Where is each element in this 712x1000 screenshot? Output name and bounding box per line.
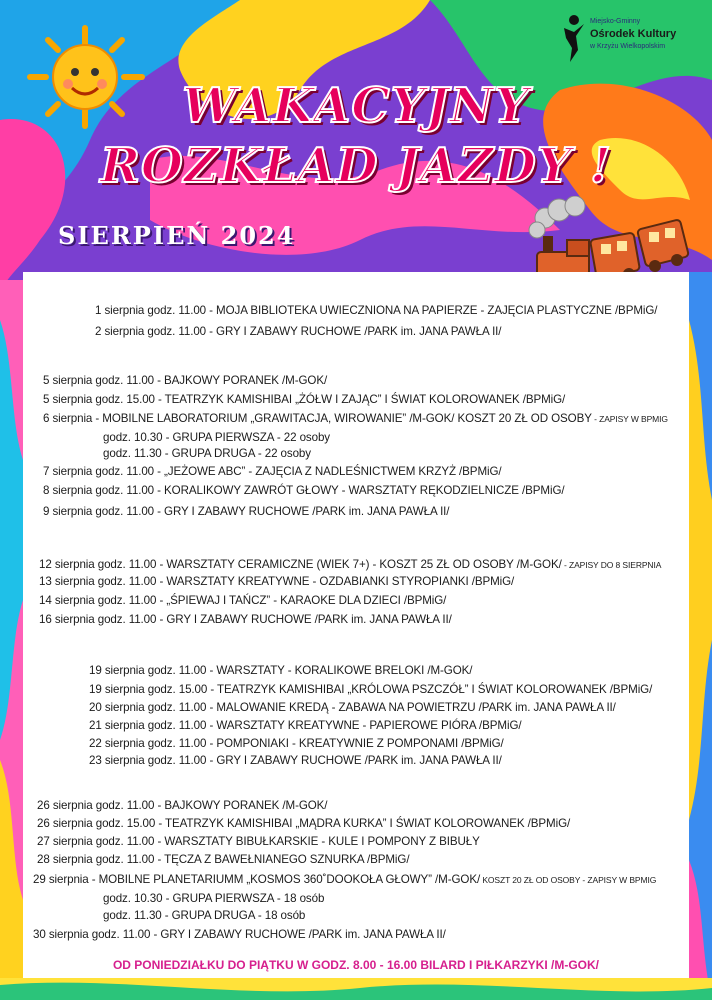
schedule-line: 20 sierpnia godz. 11.00 - MALOWANIE KREDĄ - ZABAWA NA POWIETRZU /PARK im. JANA PAWŁA II/ <box>89 701 616 714</box>
schedule-line: 27 sierpnia godz. 11.00 - WARSZTATY BIBUŁKARSKIE - KULE I POMPONY Z BIBUŁY <box>37 835 480 848</box>
schedule-panel <box>23 272 689 978</box>
title-line-2: ROZKŁAD JAZDY ! <box>100 138 612 194</box>
schedule-line: 5 sierpnia godz. 15.00 - TEATRZYK KAMISHIBAI „ŻÓŁW I ZAJĄC” I ŚWIAT KOLOROWANEK /BPMiG/ <box>43 393 566 406</box>
schedule-line: 12 sierpnia godz. 11.00 - WARSZTATY CERAMICZNE (WIEK 7+) - KOSZT 25 ZŁ OD OSOBY /M-GOK/ - ZAPISY DO 8 SIERPNIA <box>39 558 662 571</box>
title-line-1: WAKACYJNY <box>182 78 530 134</box>
schedule-line: 26 sierpnia godz. 15.00 - TEATRZYK KAMISHIBAI „MĄDRA KURKA” I ŚWIAT KOLOROWANEK /BPMiG/ <box>37 817 571 830</box>
schedule-line: 19 sierpnia godz. 15.00 - TEATRZYK KAMISHIBAI „KRÓLOWA PSZCZÓŁ” I ŚWIAT KOLOROWANEK /BPMiG/ <box>89 683 653 696</box>
schedule-line: 29 sierpnia - MOBILNE PLANETARIUMM „KOSMOS 360˚DOOKOŁA GŁOWY” /M-GOK/ KOSZT 20 ZŁ OD OSOBY - ZAPISY W BPMIG <box>33 873 657 886</box>
month-label: SIERPIEŃ 2024 <box>58 221 296 250</box>
schedule-line: 23 sierpnia godz. 11.00 - GRY I ZABAWY RUCHOWE /PARK im. JANA PAWŁA II/ <box>89 754 502 767</box>
schedule-line: 19 sierpnia godz. 11.00 - WARSZTATY - KORALIKOWE BRELOKI /M-GOK/ <box>89 664 473 677</box>
schedule-line: 5 sierpnia godz. 11.00 - BAJKOWY PORANEK /M-GOK/ <box>43 374 328 387</box>
dancer-logo-icon <box>560 14 588 64</box>
schedule-line: 22 sierpnia godz. 11.00 - POMPONIAKI - KREATYWNIE Z POMPONAMI /BPMiG/ <box>89 737 504 750</box>
schedule-line: 8 sierpnia godz. 11.00 - KORALIKOWY ZAWRÓT GŁOWY - WARSZTATY RĘKODZIELNICZE /BPMiG/ <box>43 484 565 497</box>
schedule-line: 28 sierpnia godz. 11.00 - TĘCZA Z BAWEŁNIANEGO SZNURKA /BPMiG/ <box>37 853 410 866</box>
schedule-line: 2 sierpnia godz. 11.00 - GRY I ZABAWY RUCHOWE /PARK im. JANA PAWŁA II/ <box>95 325 502 338</box>
logo-subtitle: w Krzyżu Wielkopolskim <box>590 43 666 50</box>
schedule-line: 21 sierpnia godz. 11.00 - WARSZTATY KREATYWNE - PAPIEROWE PIÓRA /BPMiG/ <box>89 719 522 732</box>
schedule-line: godz. 11.30 - GRUPA DRUGA - 22 osoby <box>103 447 311 460</box>
schedule-line: 30 sierpnia godz. 11.00 - GRY I ZABAWY RUCHOWE /PARK im. JANA PAWŁA II/ <box>33 928 446 941</box>
schedule-line: 16 sierpnia godz. 11.00 - GRY I ZABAWY RUCHOWE /PARK im. JANA PAWŁA II/ <box>39 613 452 626</box>
schedule-line: 26 sierpnia godz. 11.00 - BAJKOWY PORANEK /M-GOK/ <box>37 799 328 812</box>
schedule-line: godz. 10.30 - GRUPA PIERWSZA - 18 osób <box>103 892 325 905</box>
logo <box>560 14 700 70</box>
schedule-line: 6 sierpnia - MOBILNE LABORATORIUM „GRAWITACJA, WIROWANIE” /M-GOK/ KOSZT 20 ZŁ OD OSOBY - ZAPISY W BPMIG <box>43 412 668 425</box>
logo-small-text: Miejsko-Gminny <box>590 18 641 25</box>
footer-note: OD PONIEDZIAŁKU DO PIĄTKU W GODZ. 8.00 - 16.00 BILARD I PIŁKARZYKI /M-GOK/ <box>112 958 600 972</box>
schedule-line: 7 sierpnia godz. 11.00 - „JEŻOWE ABC” - ZAJĘCIA Z NADLEŚNICTWEM KRZYŻ /BPMiG/ <box>43 465 502 478</box>
schedule-line: 1 sierpnia godz. 11.00 - MOJA BIBLIOTEKA UWIECZNIONA NA PAPIERZE - ZAJĘCIA PLASTYCZNE /BPMiG/ <box>95 304 658 317</box>
logo-name: Ośrodek Kultury <box>590 28 677 40</box>
schedule-line: godz. 11.30 - GRUPA DRUGA - 18 osób <box>103 909 306 922</box>
schedule-line: 13 sierpnia godz. 11.00 - WARSZTATY KREATYWNE - OZDABIANKI STYROPIANKI /BPMiG/ <box>39 575 515 588</box>
schedule-line: 9 sierpnia godz. 11.00 - GRY I ZABAWY RUCHOWE /PARK im. JANA PAWŁA II/ <box>43 505 450 518</box>
schedule-line: godz. 10.30 - GRUPA PIERWSZA - 22 osoby <box>103 431 331 444</box>
schedule-line: 14 sierpnia godz. 11.00 - „ŚPIEWAJ I TAŃCZ” - KARAOKE DLA DZIECI /BPMiG/ <box>39 594 447 607</box>
